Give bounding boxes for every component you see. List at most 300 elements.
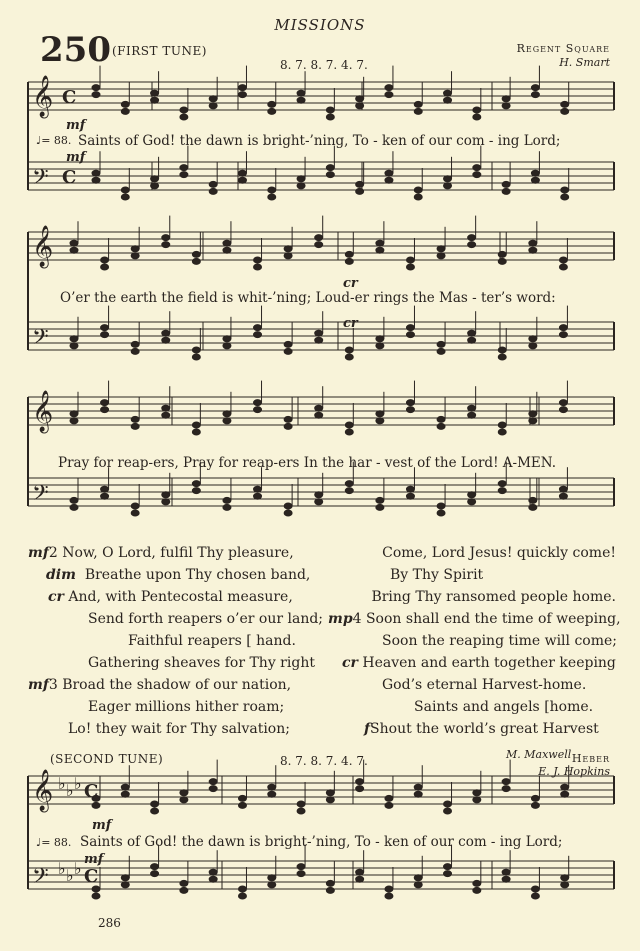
note-head	[284, 348, 292, 354]
note-head	[468, 492, 476, 498]
note-head	[498, 354, 506, 360]
note-head	[437, 348, 445, 354]
note-head	[180, 880, 188, 886]
verse-line: Faithful reapers [ hand.	[128, 633, 296, 649]
note-head	[192, 354, 200, 360]
second-tune-name: Heber	[571, 752, 610, 765]
note-head	[315, 499, 323, 505]
verse-line: Bring Thy ransomed people home.	[371, 589, 616, 605]
dynamic-mf-first: mf	[66, 118, 86, 133]
note-head	[437, 510, 445, 516]
note-head	[414, 194, 422, 200]
note-head	[180, 887, 188, 893]
note-head	[345, 481, 353, 487]
note-head	[162, 337, 170, 343]
note-head	[437, 416, 445, 422]
note-head	[297, 801, 305, 807]
note-head	[209, 786, 217, 792]
note-head	[559, 325, 567, 331]
note-head	[376, 247, 384, 253]
note-head	[254, 493, 262, 499]
note-head	[101, 264, 109, 270]
note-head	[473, 172, 481, 178]
note-head	[315, 330, 323, 336]
lyric-line-3: Pray for reap-ers, Pray for reap-ers In the har - vest of the Lord! A-MEN.	[58, 455, 557, 471]
note-head	[345, 422, 353, 428]
note-head	[101, 325, 109, 331]
bass-clef-icon: 𝄢	[32, 864, 49, 894]
note-head	[238, 92, 246, 98]
note-head	[284, 416, 292, 422]
note-head	[529, 247, 537, 253]
note-head	[223, 343, 231, 349]
verse-line: mp4 Soon shall end the time of weeping,	[328, 611, 621, 627]
note-head	[444, 183, 452, 189]
note-head	[315, 337, 323, 343]
note-head	[444, 801, 452, 807]
verses-left	[28, 542, 323, 740]
note-head	[131, 246, 139, 252]
note-head	[162, 242, 170, 248]
note-head	[268, 875, 276, 881]
note-head	[406, 486, 414, 492]
note-head	[192, 488, 200, 494]
note-head	[92, 170, 100, 176]
note-head	[345, 488, 353, 494]
note-head	[406, 332, 414, 338]
verse-line: cr And, with Pentecostal measure,	[48, 589, 293, 605]
verse-line: Gathering sheaves for Thy right	[88, 655, 315, 671]
lyric-line-1: Saints of God! the dawn is bright-’ning, To - ken of our com - ing Lord;	[78, 133, 561, 149]
lyric-line-second: Saints of God! the dawn is bright-’ning, To - ken of our com - ing Lord;	[80, 834, 563, 850]
note-head	[223, 504, 231, 510]
note-head	[223, 411, 231, 417]
note-head	[326, 172, 334, 178]
note-head	[345, 429, 353, 435]
note-head	[70, 504, 78, 510]
note-head	[531, 170, 539, 176]
note-head	[385, 886, 393, 892]
note-head	[444, 864, 452, 870]
note-head	[468, 337, 476, 343]
note-head	[121, 791, 129, 797]
note-head	[162, 499, 170, 505]
verse-line: mf2 Now, O Lord, fulfil Thy pleasure,	[28, 545, 294, 561]
note-head	[444, 808, 452, 814]
first-tune-composer: H. Smart	[559, 56, 610, 69]
note-head	[151, 90, 159, 96]
verse-line: By Thy Spirit	[390, 567, 484, 583]
note-head	[315, 492, 323, 498]
note-head	[561, 108, 569, 114]
note-head	[502, 96, 510, 102]
note-head	[385, 170, 393, 176]
note-head	[284, 510, 292, 516]
note-head	[468, 499, 476, 505]
note-head	[326, 107, 334, 113]
note-head	[376, 343, 384, 349]
note-head	[92, 92, 100, 98]
note-head	[473, 797, 481, 803]
note-head	[162, 412, 170, 418]
dynamic-mf-bass: mf	[66, 150, 86, 165]
bass-clef-icon: 𝄢	[32, 165, 49, 195]
note-head	[101, 407, 109, 413]
note-head	[92, 177, 100, 183]
note-head	[561, 791, 569, 797]
note-head	[326, 790, 334, 796]
note-head	[385, 802, 393, 808]
note-head	[414, 101, 422, 107]
note-head	[437, 253, 445, 259]
note-head	[151, 808, 159, 814]
note-head	[406, 264, 414, 270]
note-head	[254, 332, 262, 338]
note-head	[180, 107, 188, 113]
verse-line: Lo! they wait for Thy salvation;	[68, 721, 290, 737]
verse-line: God’s eternal Harvest-home.	[382, 677, 587, 693]
note-head	[297, 97, 305, 103]
hymn-number: 250	[40, 30, 111, 70]
note-head	[284, 341, 292, 347]
note-head	[531, 92, 539, 98]
dynamic-mf-second: mf	[92, 818, 112, 833]
note-head	[376, 418, 384, 424]
note-head	[254, 257, 262, 263]
note-head	[223, 418, 231, 424]
note-head	[192, 258, 200, 264]
note-head	[192, 481, 200, 487]
note-head	[101, 257, 109, 263]
note-head	[414, 875, 422, 881]
note-head	[121, 187, 129, 193]
note-head	[151, 183, 159, 189]
note-head	[529, 418, 537, 424]
note-head	[315, 412, 323, 418]
note-head	[356, 779, 364, 785]
note-head	[131, 341, 139, 347]
note-head	[238, 170, 246, 176]
note-head	[101, 493, 109, 499]
note-head	[180, 172, 188, 178]
note-head	[315, 405, 323, 411]
note-head	[559, 486, 567, 492]
note-head	[131, 503, 139, 509]
note-head	[297, 864, 305, 870]
note-head	[121, 101, 129, 107]
note-head	[385, 893, 393, 899]
note-head	[326, 114, 334, 120]
note-head	[209, 181, 217, 187]
note-head	[559, 264, 567, 270]
common-time-icon: C	[84, 781, 99, 802]
note-head	[223, 336, 231, 342]
note-head	[209, 188, 217, 194]
note-head	[531, 85, 539, 91]
treble-clef-icon: 𝄞	[32, 770, 54, 811]
note-head	[238, 177, 246, 183]
note-head	[121, 875, 129, 881]
verse-line: cr Heaven and earth together keeping	[342, 655, 616, 671]
verses-right	[328, 542, 621, 740]
note-head	[131, 416, 139, 422]
flat-icon: ♭	[66, 781, 74, 800]
note-head	[223, 240, 231, 246]
note-head	[151, 97, 159, 103]
dynamic-mf-second-bass: mf	[84, 852, 104, 867]
note-head	[559, 493, 567, 499]
note-head	[223, 247, 231, 253]
note-head	[151, 801, 159, 807]
note-head	[297, 176, 305, 182]
note-head	[473, 790, 481, 796]
common-time-icon: C	[62, 87, 77, 108]
note-head	[406, 257, 414, 263]
note-head	[385, 85, 393, 91]
verse-line: Saints and angels [home.	[414, 699, 594, 715]
dynamic-cr-line2: cr	[343, 276, 358, 291]
note-head	[376, 336, 384, 342]
note-head	[192, 347, 200, 353]
note-head	[254, 407, 262, 413]
second-tune-composer: E. J. Hopkins	[538, 765, 610, 778]
note-head	[356, 188, 364, 194]
note-head	[561, 882, 569, 888]
note-head	[385, 177, 393, 183]
note-head	[498, 258, 506, 264]
verse-line: Soon the reaping time will come;	[382, 633, 618, 649]
note-head	[151, 176, 159, 182]
note-head	[468, 405, 476, 411]
note-head	[502, 103, 510, 109]
note-head	[223, 497, 231, 503]
note-head	[131, 510, 139, 516]
note-head	[101, 486, 109, 492]
verse-line: dim Breathe upon Thy chosen band,	[46, 567, 311, 583]
verse-author: M. Maxwell	[506, 748, 572, 761]
note-head	[180, 797, 188, 803]
note-head	[238, 85, 246, 91]
note-head	[192, 251, 200, 257]
note-head	[414, 784, 422, 790]
note-head	[268, 791, 276, 797]
note-head	[531, 795, 539, 801]
note-head	[192, 429, 200, 435]
note-head	[297, 808, 305, 814]
note-head	[297, 871, 305, 877]
note-head	[356, 181, 364, 187]
note-head	[498, 488, 506, 494]
note-head	[209, 779, 217, 785]
note-head	[498, 422, 506, 428]
note-head	[162, 235, 170, 241]
note-head	[531, 893, 539, 899]
lyric-line-2: O’er the earth the field is whit-’ning; Loud-er rings the Mas - ter’s word:	[60, 290, 556, 306]
note-head	[468, 412, 476, 418]
note-head	[297, 90, 305, 96]
note-head	[345, 354, 353, 360]
note-head	[502, 181, 510, 187]
flat-icon: ♭	[66, 866, 74, 885]
note-head	[376, 497, 384, 503]
second-tune-label: (SECOND TUNE)	[50, 752, 164, 766]
common-time-icon: C	[84, 866, 99, 887]
note-head	[121, 882, 129, 888]
note-head	[268, 882, 276, 888]
note-head	[297, 183, 305, 189]
note-head	[561, 194, 569, 200]
note-head	[284, 253, 292, 259]
note-head	[376, 240, 384, 246]
note-head	[101, 332, 109, 338]
note-head	[529, 497, 537, 503]
note-head	[559, 400, 567, 406]
note-head	[356, 96, 364, 102]
flat-icon: ♭	[74, 859, 82, 878]
note-head	[151, 864, 159, 870]
note-head	[473, 880, 481, 886]
note-head	[444, 176, 452, 182]
note-head	[531, 802, 539, 808]
note-head	[468, 242, 476, 248]
note-head	[437, 341, 445, 347]
note-head	[559, 332, 567, 338]
note-head	[498, 481, 506, 487]
note-head	[473, 114, 481, 120]
note-head	[92, 893, 100, 899]
note-head	[498, 429, 506, 435]
note-head	[529, 504, 537, 510]
note-head	[376, 411, 384, 417]
note-head	[502, 779, 510, 785]
note-head	[254, 400, 262, 406]
note-head	[502, 876, 510, 882]
treble-clef-icon: 𝄞	[32, 226, 54, 267]
note-head	[180, 114, 188, 120]
note-head	[180, 790, 188, 796]
note-head	[284, 503, 292, 509]
note-head	[268, 108, 276, 114]
tempo-marking-second: ♩= 88.	[36, 836, 72, 849]
note-head	[254, 486, 262, 492]
note-head	[385, 795, 393, 801]
tempo-marking-first: ♩= 88.	[36, 134, 72, 147]
note-head	[502, 869, 510, 875]
note-head	[238, 886, 246, 892]
note-head	[444, 97, 452, 103]
treble-clef-icon: 𝄞	[32, 76, 54, 117]
note-head	[529, 343, 537, 349]
verse-line: mf3 Broad the shadow of our nation,	[28, 677, 292, 693]
first-tune-label: (FIRST TUNE)	[112, 44, 207, 58]
note-head	[444, 90, 452, 96]
note-head	[502, 786, 510, 792]
note-head	[121, 194, 129, 200]
common-time-icon: C	[62, 167, 77, 188]
flat-icon: ♭	[74, 774, 82, 793]
note-head	[70, 336, 78, 342]
note-head	[414, 882, 422, 888]
verse-line: fShout the world’s great Harvest	[364, 721, 599, 737]
note-head	[268, 784, 276, 790]
note-head	[561, 875, 569, 881]
note-head	[238, 802, 246, 808]
note-head	[209, 96, 217, 102]
note-head	[498, 251, 506, 257]
note-head	[326, 797, 334, 803]
note-head	[70, 497, 78, 503]
second-tune-meter: 8. 7. 8. 7. 4. 7.	[280, 754, 368, 768]
note-head	[121, 784, 129, 790]
note-head	[254, 325, 262, 331]
note-head	[529, 411, 537, 417]
note-head	[414, 791, 422, 797]
note-head	[406, 325, 414, 331]
note-head	[209, 103, 217, 109]
note-head	[437, 246, 445, 252]
first-tune-name: Regent Square	[516, 42, 610, 55]
section-title: MISSIONS	[274, 16, 366, 34]
note-head	[238, 795, 246, 801]
note-head	[315, 242, 323, 248]
note-head	[254, 264, 262, 270]
note-head	[559, 257, 567, 263]
note-head	[180, 165, 188, 171]
bass-clef-icon: 𝄢	[32, 481, 49, 511]
note-head	[356, 103, 364, 109]
note-head	[473, 165, 481, 171]
note-head	[70, 247, 78, 253]
note-head	[356, 876, 364, 882]
note-head	[70, 343, 78, 349]
note-head	[315, 235, 323, 241]
note-head	[468, 330, 476, 336]
note-head	[414, 108, 422, 114]
note-head	[192, 422, 200, 428]
note-head	[502, 188, 510, 194]
note-head	[345, 258, 353, 264]
note-head	[70, 418, 78, 424]
note-head	[406, 400, 414, 406]
note-head	[529, 336, 537, 342]
note-head	[356, 786, 364, 792]
note-head	[385, 92, 393, 98]
note-head	[414, 187, 422, 193]
note-head	[268, 101, 276, 107]
first-tune-meter: 8. 7. 8. 7. 4. 7.	[280, 58, 368, 72]
treble-clef-icon: 𝄞	[32, 391, 54, 432]
note-head	[209, 869, 217, 875]
verse-line: Eager millions hither roam;	[88, 699, 285, 715]
note-head	[284, 246, 292, 252]
note-head	[326, 880, 334, 886]
page-number: 286	[98, 916, 121, 930]
note-head	[238, 893, 246, 899]
note-head	[101, 400, 109, 406]
note-head	[559, 407, 567, 413]
note-head	[121, 108, 129, 114]
note-head	[326, 887, 334, 893]
note-head	[162, 330, 170, 336]
note-head	[356, 869, 364, 875]
verse-line: Send forth reapers o’er our land;	[88, 611, 324, 627]
note-head	[406, 493, 414, 499]
note-head	[209, 876, 217, 882]
note-head	[268, 187, 276, 193]
note-head	[131, 348, 139, 354]
note-head	[529, 240, 537, 246]
note-head	[468, 235, 476, 241]
